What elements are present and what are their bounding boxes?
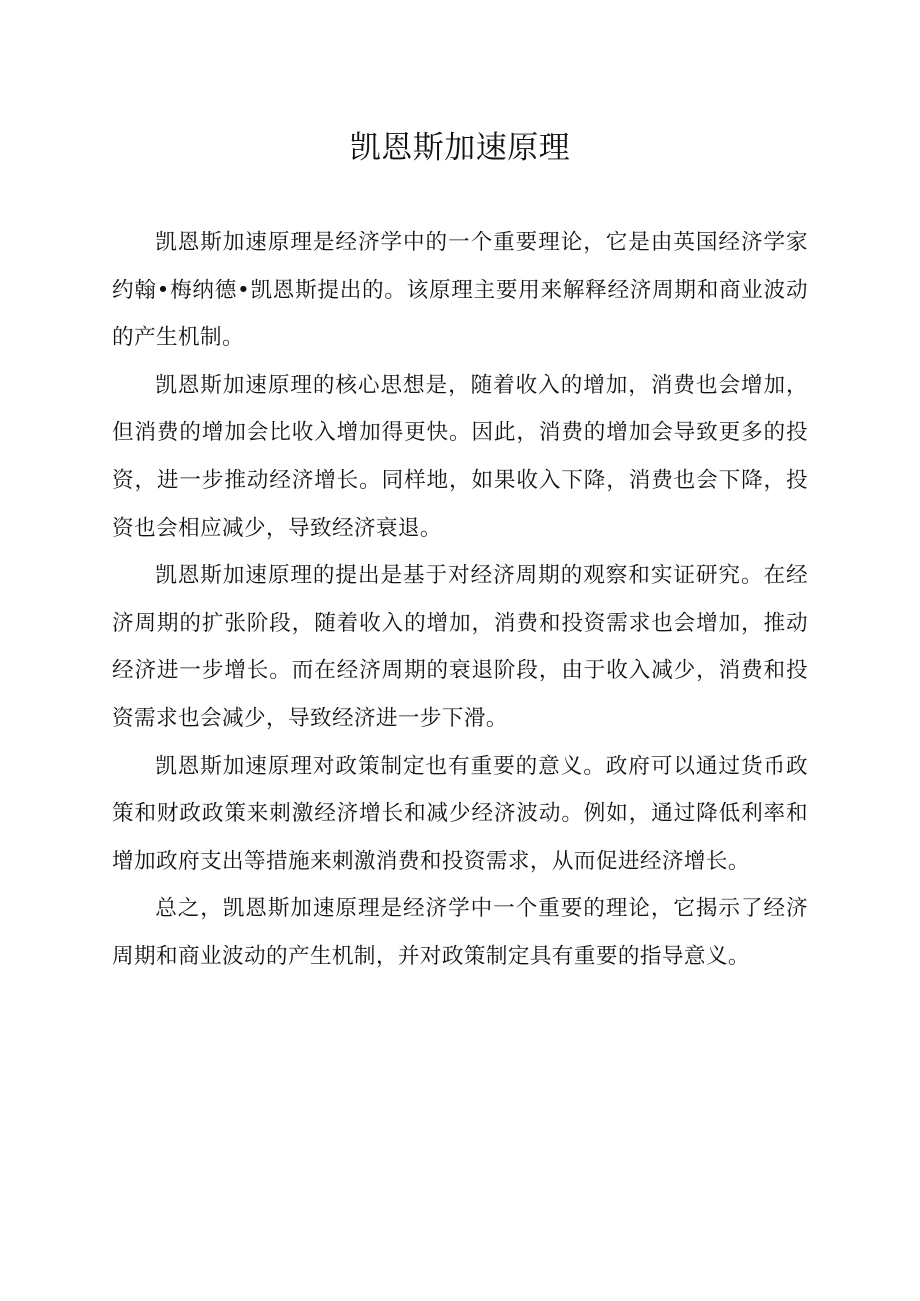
paragraph-4: 凯恩斯加速原理对政策制定也有重要的意义。政府可以通过货币政策和财政政策来刺激经济增长和减少经济波动。例如，通过降低利率和增加政府支出等措施来刺激消费和投资需求，从而促进经济增长。 xyxy=(112,753,808,874)
paragraph-3: 凯恩斯加速原理的提出是基于对经济周期的观察和实证研究。在经济周期的扩张阶段，随着收入的增加，消费和投资需求也会增加，推动经济进一步增长。而在经济周期的衰退阶段，由于收入减少，消费和投资需求也会减少，导致经济进一步下滑。 xyxy=(112,563,808,731)
paragraph-2: 凯恩斯加速原理的核心思想是，随着收入的增加，消费也会增加，但消费的增加会比收入增加得更快。因此，消费的增加会导致更多的投资，进一步推动经济增长。同样地，如果收入下降，消费也会下降，投资也会相应减少，导致经济衰退。 xyxy=(112,372,808,541)
paragraph-5: 总之，凯恩斯加速原理是经济学中一个重要的理论，它揭示了经济周期和商业波动的产生机制，并对政策制定具有重要的指导意义。 xyxy=(112,896,808,969)
document-body xyxy=(112,219,808,981)
document-title: 凯恩斯加速原理 xyxy=(349,130,571,166)
paragraph-1: 凯恩斯加速原理是经济学中的一个重要理论，它是由英国经济学家约翰•梅纳德•凯恩斯提出的。该原理主要用来解释经济周期和商业波动的产生机制。 xyxy=(112,230,808,351)
